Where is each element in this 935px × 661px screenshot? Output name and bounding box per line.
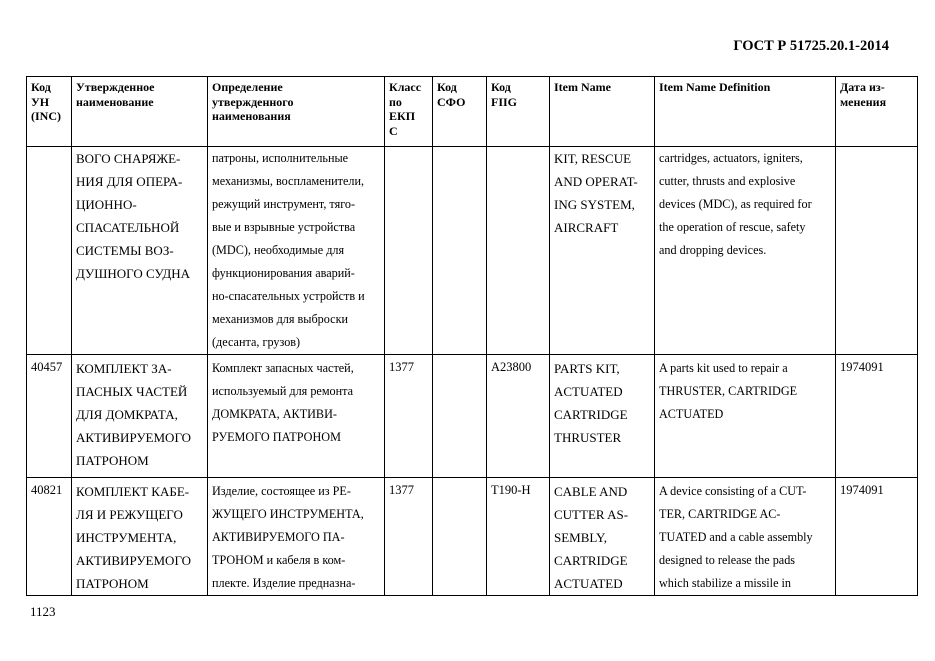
header-sfo-code: Код СФО: [433, 77, 487, 147]
cell-item-name: KIT, RESCUE AND OPERAT- ING SYSTEM, AIRCRAFT: [550, 147, 655, 355]
cell-fiig-code: T190-H: [487, 478, 550, 596]
header-inc: Код УН (INC): [27, 77, 72, 147]
cell-item-name-definition: cartridges, actuators, igniters, cutter, thrusts and explosive devices (MDC), as required for the operation of rescue, safety and dropping devices.: [655, 147, 836, 355]
cell-definition: патроны, исполнительные механизмы, воспламенители, режущий инструмент, тяго- вые и взрывные устройства (MDC), необходимые для функционирования аварий- но-спасательных устройств и механизмов для выброски (десанта, грузов): [208, 147, 385, 355]
header-change-date: Дата из- менения: [836, 77, 918, 147]
table-row: [27, 478, 918, 596]
header-definition: Определение утвержденного наименования: [208, 77, 385, 147]
header-ekps-class: Класс по ЕКП С: [385, 77, 433, 147]
cell-change-date: 1974091: [836, 355, 918, 478]
cell-sfo-code: [433, 478, 487, 596]
cell-change-date: 1974091: [836, 478, 918, 596]
cell-item-name-definition: A device consisting of a CUT- TER, CARTRIDGE AC- TUATED and a cable assembly designed to release the pads which stabilize a missile in: [655, 478, 836, 596]
document-title: ГОСТ Р 51725.20.1-2014: [733, 38, 889, 54]
cell-item-name: PARTS KIT, ACTUATED CARTRIDGE THRUSTER: [550, 355, 655, 478]
cell-sfo-code: [433, 355, 487, 478]
cell-fiig-code: A23800: [487, 355, 550, 478]
cell-inc: [27, 147, 72, 355]
cell-ekps-class: 1377: [385, 355, 433, 478]
cell-ekps-class: [385, 147, 433, 355]
cell-change-date: [836, 147, 918, 355]
cell-sfo-code: [433, 147, 487, 355]
cell-approved-name: КОМПЛЕКТ КАБЕ- ЛЯ И РЕЖУЩЕГО ИНСТРУМЕНТА, АКТИВИРУЕМОГО ПАТРОНОМ: [72, 478, 208, 596]
cell-item-name-definition: A parts kit used to repair a THRUSTER, CARTRIDGE ACTUATED: [655, 355, 836, 478]
nomenclature-table: [26, 76, 918, 596]
cell-item-name: CABLE AND CUTTER AS- SEMBLY, CARTRIDGE ACTUATED: [550, 478, 655, 596]
table-row: [27, 147, 918, 355]
table-row: [27, 355, 918, 478]
header-approved-name: Утвержденное наименование: [72, 77, 208, 147]
page-number: 1123: [30, 604, 56, 619]
header-fiig-code: Код FIIG: [487, 77, 550, 147]
header-item-name: Item Name: [550, 77, 655, 147]
cell-inc: 40457: [27, 355, 72, 478]
cell-ekps-class: 1377: [385, 478, 433, 596]
header-item-name-definition: Item Name Definition: [655, 77, 836, 147]
cell-approved-name: ВОГО СНАРЯЖЕ- НИЯ ДЛЯ ОПЕРА- ЦИОННО- СПАСАТЕЛЬНОЙ СИСТЕМЫ ВОЗ- ДУШНОГО СУДНА: [72, 147, 208, 355]
cell-definition: Изделие, состоящее из РЕ- ЖУЩЕГО ИНСТРУМЕНТА, АКТИВИРУЕМОГО ПА- ТРОНОМ и кабеля в ком- плекте. Изделие предназна-: [208, 478, 385, 596]
cell-approved-name: КОМПЛЕКТ ЗА- ПАСНЫХ ЧАСТЕЙ ДЛЯ ДОМКРАТА, АКТИВИРУЕМОГО ПАТРОНОМ: [72, 355, 208, 478]
cell-definition: Комплект запасных частей, используемый для ремонта ДОМКРАТА, АКТИВИ- РУЕМОГО ПАТРОНОМ: [208, 355, 385, 478]
cell-inc: 40821: [27, 478, 72, 596]
table-header-row: [27, 77, 918, 147]
cell-fiig-code: [487, 147, 550, 355]
